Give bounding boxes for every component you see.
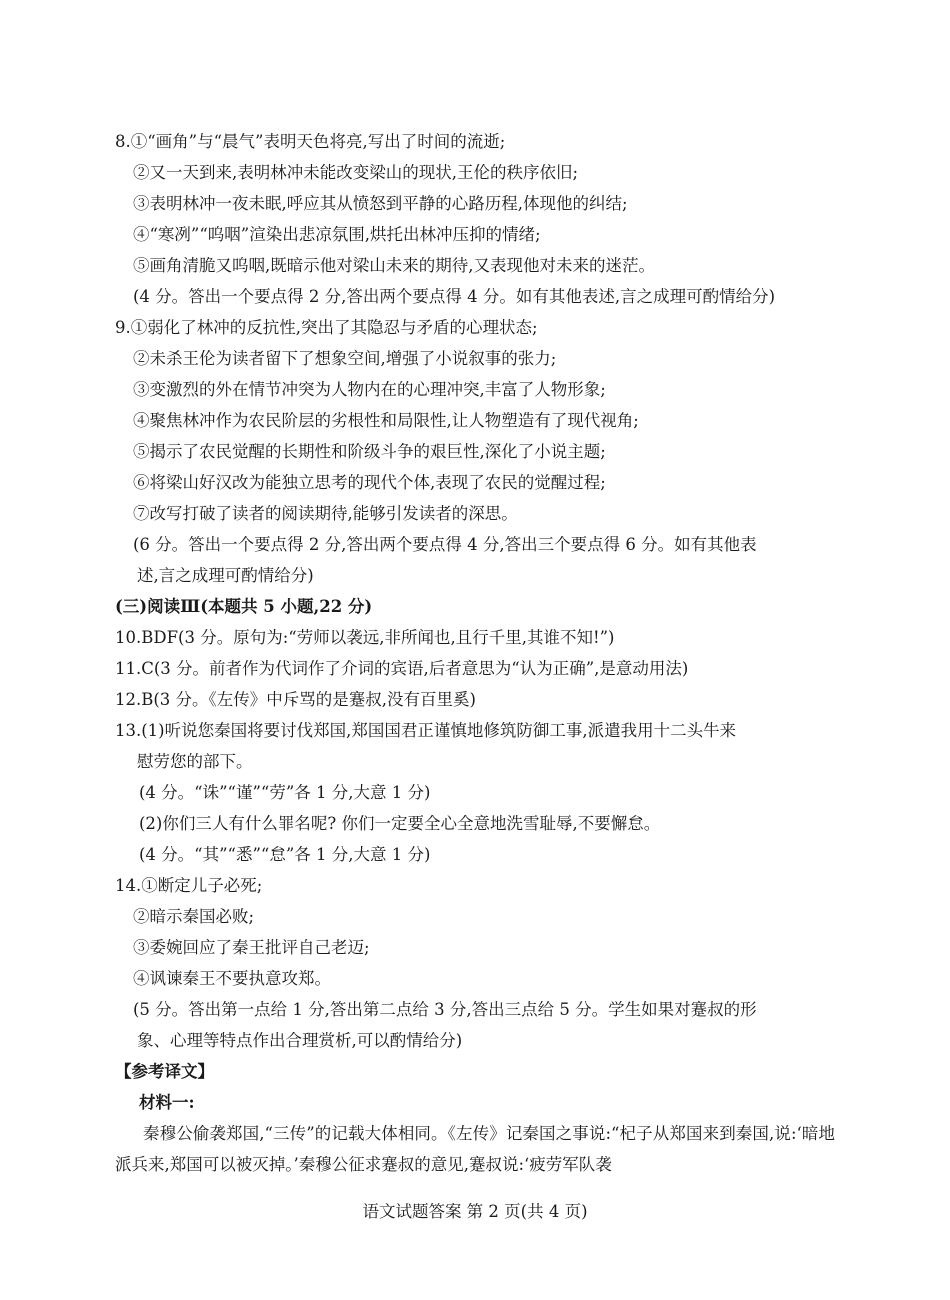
answer-line: ⑥将梁山好汉改为能独立思考的现代个体,表现了农民的觉醒过程; — [133, 473, 606, 492]
answer-line: (三)阅读Ⅲ(本题共 5 小题,22 分) — [115, 597, 373, 616]
answer-line: 14.①断定儿子必死; — [115, 876, 263, 895]
answer-line: 述,言之成理可酌情给分) — [137, 566, 314, 585]
answer-line: 9.①弱化了林冲的反抗性,突出了其隐忍与矛盾的心理状态; — [115, 318, 538, 337]
answer-line: ④“寒冽”“呜咽”渲染出悲凉氛围,烘托出林冲压抑的情绪; — [133, 225, 541, 244]
answer-line: (4 分。“其”“悉”“怠”各 1 分,大意 1 分) — [139, 845, 431, 864]
answer-line: 象、心理等特点作出合理赏析,可以酌情给分) — [137, 1031, 463, 1050]
answer-line: (4 分。答出一个要点得 2 分,答出两个要点得 4 分。如有其他表述,言之成理可酌情给分) — [133, 287, 776, 306]
page-footer: 语文试题答案 第 2 页(共 4 页) — [362, 1202, 588, 1221]
answer-line: ④讽谏秦王不要执意攻郑。 — [133, 969, 331, 988]
answer-line: 8.①“画角”与“晨气”表明天色将亮,写出了时间的流逝; — [115, 132, 506, 151]
answer-line: ②暗示秦国必败; — [133, 907, 255, 926]
answer-line: 12.B(3 分。《左传》中斥骂的是蹇叔,没有百里奚) — [115, 690, 476, 709]
answer-line: 13.(1)听说您秦国将要讨伐郑国,郑国国君正谨慎地修筑防御工事,派遣我用十二头牛来 — [115, 721, 737, 740]
answer-line: (5 分。答出第一点给 1 分,答出第二点给 3 分,答出三点给 5 分。学生如果对蹇叔的形 — [133, 1000, 757, 1019]
answer-line: 材料一: — [139, 1093, 195, 1112]
answer-line: 10.BDF(3 分。原句为:“劳师以袭远,非所闻也,且行千里,其谁不知!”) — [115, 628, 615, 647]
answer-line: ③变激烈的外在情节冲突为人物内在的心理冲突,丰富了人物形象; — [133, 380, 606, 399]
answer-line: ③委婉回应了秦王批评自己老迈; — [133, 938, 370, 957]
answer-line: ②未杀王伦为读者留下了想象空间,增强了小说叙事的张力; — [133, 349, 557, 368]
answer-content — [115, 126, 835, 1180]
answer-line: (2)你们三人有什么罪名呢? 你们一定要全心全意地洗雪耻辱,不要懈怠。 — [139, 814, 661, 833]
answer-line: ②又一天到来,表明林冲未能改变梁山的现状,王伦的秩序依旧; — [133, 163, 579, 182]
answer-line: ⑤画角清脆又呜咽,既暗示他对梁山未来的期待,又表现他对未来的迷茫。 — [133, 256, 655, 275]
answer-line: ③表明林冲一夜未眠,呼应其从愤怒到平静的心路历程,体现他的纠结; — [133, 194, 628, 213]
answer-line: 慰劳您的部下。 — [137, 752, 253, 771]
answer-line: (4 分。“诛”“谨”“劳”各 1 分,大意 1 分) — [139, 783, 431, 802]
translation-paragraph: 秦穆公偷袭郑国,“三传”的记载大体相同。《左传》记秦国之事说:“杞子从郑国来到秦国,说:‘暗地派兵来,郑国可以被灭掉。’秦穆公征求蹇叔的意见,蹇叔说:‘疲劳军队袭 — [115, 1124, 835, 1174]
answer-line: 11.C(3 分。前者作为代词作了介词的宾语,后者意思为“认为正确”,是意动用法) — [115, 659, 689, 678]
answer-line: ④聚焦林冲作为农民阶层的劣根性和局限性,让人物塑造有了现代视角; — [133, 411, 639, 430]
answer-line: (6 分。答出一个要点得 2 分,答出两个要点得 4 分,答出三个要点得 6 分。如有其他表 — [133, 535, 757, 554]
answer-line: 【参考译文】 — [115, 1062, 214, 1081]
answer-line: ⑤揭示了农民觉醒的长期性和阶级斗争的艰巨性,深化了小说主题; — [133, 442, 606, 461]
answer-line: ⑦改写打破了读者的阅读期待,能够引发读者的深思。 — [133, 504, 518, 523]
